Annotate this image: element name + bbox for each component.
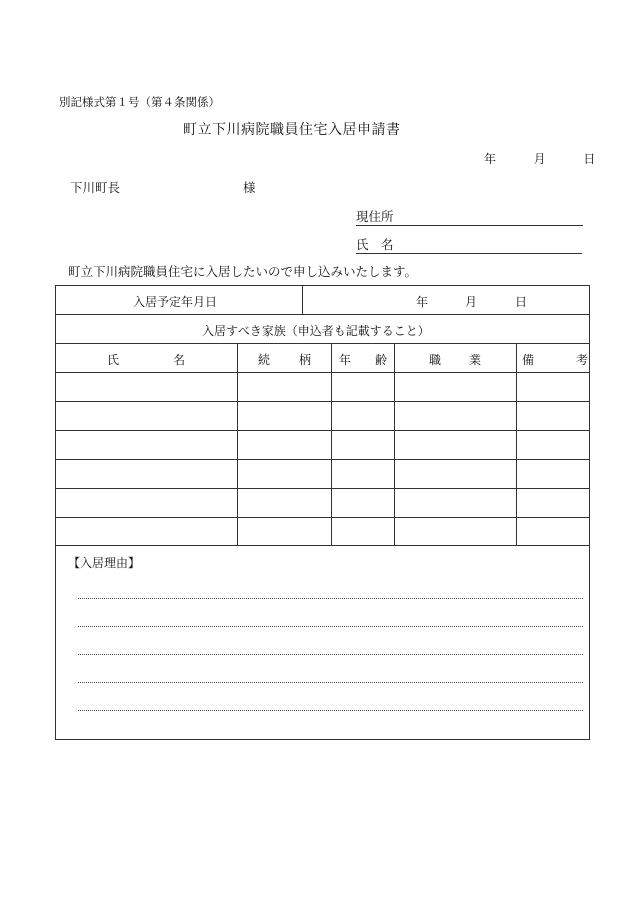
row-divider — [56, 459, 589, 460]
addressee-honorific: 様 — [243, 180, 256, 195]
date-month-label: 月 — [533, 152, 546, 166]
column-header-remarks-2: 考 — [576, 353, 589, 367]
row-divider — [56, 401, 589, 402]
date-year-label: 年 — [484, 152, 497, 166]
column-header-remarks-1: 備 — [522, 353, 535, 367]
move-in-year-label: 年 — [416, 295, 429, 309]
page-title: 町立下川病院職員住宅入居申請書 — [183, 122, 401, 138]
reason-line[interactable] — [78, 710, 583, 711]
column-divider — [237, 343, 238, 545]
row-divider — [56, 545, 589, 546]
row-divider — [56, 488, 589, 489]
application-table — [55, 285, 590, 740]
row-divider — [56, 517, 589, 518]
reason-line[interactable] — [78, 682, 583, 683]
move-in-month-label: 月 — [465, 295, 478, 309]
address-underline — [356, 225, 583, 226]
move-in-day-label: 日 — [515, 295, 528, 309]
name-label: 氏 名 — [356, 237, 394, 252]
column-header-age-1: 年 — [339, 353, 352, 367]
reason-line[interactable] — [78, 626, 583, 627]
family-section-header: 入居すべき家族（申込者も記載すること） — [202, 324, 430, 338]
addressee-name: 下川町長 — [70, 180, 121, 195]
reason-line[interactable] — [78, 654, 583, 655]
column-header-age-2: 齢 — [375, 353, 388, 367]
column-divider — [331, 343, 332, 545]
reason-label: 【入居理由】 — [68, 556, 141, 570]
column-header-occupation-2: 業 — [469, 353, 482, 367]
column-header-relation-2: 柄 — [299, 353, 312, 367]
row-divider — [56, 372, 589, 373]
column-divider — [394, 343, 395, 545]
name-underline — [356, 253, 582, 254]
form-reference: 別記様式第１号（第４条関係） — [59, 95, 220, 109]
column-divider — [516, 343, 517, 545]
address-label: 現住所 — [356, 209, 394, 224]
reason-line[interactable] — [78, 598, 583, 599]
move-in-date-label: 入居予定年月日 — [133, 295, 218, 309]
column-divider — [302, 286, 303, 314]
row-divider — [56, 343, 589, 344]
application-date — [484, 153, 595, 165]
column-header-occupation-1: 職 — [429, 353, 442, 367]
request-statement: 町立下川病院職員住宅に入居したいので申し込みいたします。 — [68, 264, 418, 279]
column-header-relation-1: 続 — [258, 353, 271, 367]
date-day-label: 日 — [583, 152, 596, 166]
row-divider — [56, 430, 589, 431]
address-field[interactable] — [356, 211, 583, 226]
row-divider — [56, 314, 589, 315]
column-header-name-2: 名 — [173, 353, 186, 367]
column-header-name-1: 氏 — [107, 353, 120, 367]
name-field[interactable] — [356, 239, 582, 254]
